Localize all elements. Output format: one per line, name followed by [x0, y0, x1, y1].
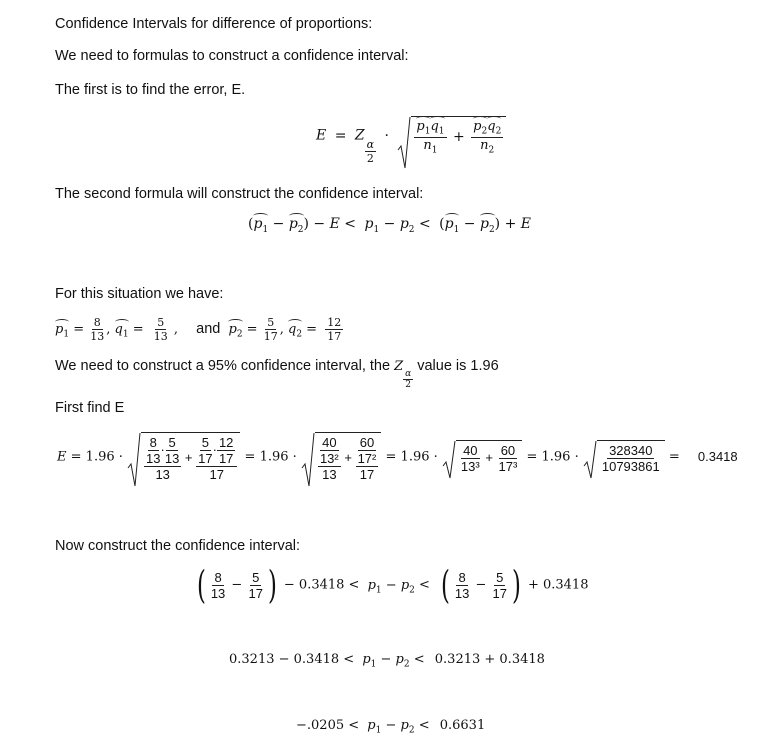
ci2-left: 0.3213 − 0.3418 < — [229, 652, 355, 667]
calc-z-value: 1.96 — [85, 449, 115, 465]
ci1-plus-e: + 0.3418 — [527, 577, 589, 593]
formula-z-symbol: Z — [354, 127, 365, 144]
q2-denominator: 17 — [327, 330, 342, 343]
q2-numerator: 12 — [327, 316, 342, 329]
calc-result: 0.3418 — [697, 448, 738, 464]
p2-denominator: 17 — [263, 330, 278, 343]
ci-formula-left: $(p_1 - p_2) - E$ < — [248, 216, 357, 235]
ci-row-1: ( $\frac{8}{13}$ − $\frac{5}{17}$ ) − $0.3418 < p_1 - p_2$ < ( $\frac{8}{13}$ − $\frac{5}{17}$ ) + 0.3418 — [196, 563, 589, 607]
z-value-text-end: value is 1.96 — [417, 358, 499, 374]
s2-n1: 40 — [322, 435, 337, 450]
intro-text: We need to formulas to construct a confidence interval: — [55, 48, 409, 64]
ci1-f1-num: 8 — [214, 569, 222, 585]
ci-formula: $(p_1 - p_2) - E < p_1 - p_2 < (p_1 - p_2) + E$ — [248, 216, 531, 235]
t2b-den: 17 — [218, 451, 234, 466]
error-intro-text: The first is to find the error, E. — [55, 82, 246, 98]
construct-ci-text: Now construct the confidence interval: — [55, 538, 301, 554]
s4-den: 10793861 — [601, 459, 660, 474]
p1-numerator: 8 — [93, 316, 101, 329]
s2-dd1: 13 — [322, 467, 337, 482]
calc-radical-4 — [583, 440, 665, 474]
p2-numerator: 5 — [267, 316, 275, 329]
z-value-text: We need to construct a 95% confidence interval, the Z $\frac{\alpha}{2}$ value is 1.96 — [55, 358, 499, 390]
calc-radical-3: $\frac{40}{\text{13³}}$ + $\frac{60}{\text{17³}}$ — [442, 440, 522, 474]
error-calculation: E = 1.96 · $\frac{8}{13}$ · $\frac{5}{13}$ 13 + $\frac{5}{17}$ · $\frac{12}{17}$ 17 = 1.96 · $\frac{\frac{40}{\text{13²}}}{13}$ + $\frac{\frac{60}{\text{17²}}}{17}$ = 1.96 · $\frac{40}{\text{13³}}$ + $\frac{60}{\text{17³}}$ = 1.96 · $\frac{328340}{10793861}$ = 0.3418 — [57, 432, 738, 482]
n2-symbol: n — [480, 137, 489, 153]
calc-radical-2: $\frac{\frac{40}{\text{13²}}}{13}$ + $\frac{\frac{60}{\text{17²}}}{17}$ — [301, 432, 381, 482]
ci1-minus-e: − 0.3418 < — [283, 577, 360, 593]
q1-denominator: 13 — [153, 330, 168, 343]
formula-e-symbol: E — [316, 127, 327, 144]
calc-z-value-2: 1.96 — [259, 449, 289, 465]
s2-d1: 13² — [319, 451, 339, 466]
alpha-symbol: α — [366, 137, 375, 151]
ci3-right: 0.6631 — [439, 718, 486, 733]
doc-title: Confidence Intervals for difference of proportions: — [55, 16, 373, 32]
s2-d2: 17² — [357, 451, 377, 466]
q1-numerator: 5 — [157, 316, 165, 329]
ci1-f2-num: 5 — [252, 569, 260, 585]
situation-text: For this situation we have: — [55, 286, 224, 302]
formula-plus: + — [452, 129, 465, 146]
ci-row-3: $-.0205 < p_1 - p_2 < 0.6631$ — [296, 718, 486, 736]
t1b-den: 13 — [164, 451, 180, 466]
t2-den: 17 — [209, 467, 225, 482]
ci2-right: 0.3213 + 0.3418 — [434, 652, 545, 667]
given-values: $p_1$ = $\frac{8}{13}$ , $q_1$ = $\frac{5}{13}$ , and $p_2$ = $\frac{5}{17}$ , $q_2$ = $\frac{12}{17}$ — [55, 316, 342, 343]
s3-d1: 13³ — [460, 459, 480, 474]
ci1-f1-den: 13 — [210, 585, 226, 601]
s3-d2: 17³ — [498, 459, 518, 474]
s2-n2: 60 — [359, 435, 375, 450]
t1a-den: 13 — [146, 451, 161, 466]
s3-n1: 40 — [463, 443, 478, 458]
t2a-num: 5 — [201, 435, 209, 450]
n1-symbol: n — [423, 137, 432, 153]
t1a-num: 8 — [149, 435, 157, 450]
calc-radical-1: $\frac{8}{13}$ · $\frac{5}{13}$ 13 + $\frac{5}{17}$ · $\frac{12}{17}$ 17 — [127, 432, 240, 482]
p1-denominator: 13 — [90, 330, 105, 343]
and-text: and — [196, 321, 221, 337]
two-denominator: 2 — [366, 151, 374, 165]
s4-num: 328340 — [609, 443, 653, 458]
alpha-over-two — [365, 138, 376, 165]
n1-subscript: 1 — [431, 145, 438, 156]
ci-intro-text: The second formula will construct the confidence interval: — [55, 186, 424, 202]
s3-n2: 60 — [500, 443, 516, 458]
t1-den: 13 — [155, 467, 170, 482]
error-radical: $\frac{p_1q_1}{n_1}$ + $\frac{p_2q_2}{n_2}$ — [397, 116, 506, 155]
ci-row-2: $0.3213 - 0.3418 < p_1 - p_2 < 0.3213 + 0.3418$ — [229, 652, 545, 670]
first-find-e-text: First find E — [55, 400, 125, 416]
n2-subscript: 2 — [488, 145, 495, 156]
calc-e-symbol: E — [57, 449, 67, 465]
error-formula: E = Z $\frac{\alpha}{2}$ · $\frac{p_1q_1}{n_1}$ + $\frac{p_2q_2}{n_2}$ — [316, 116, 506, 165]
z-value-text-start: We need to construct a 95% confidence interval, the — [55, 358, 391, 374]
ci1-f2-den: 17 — [248, 585, 263, 601]
t1b-num: 5 — [168, 435, 176, 450]
t2a-den: 17 — [198, 451, 213, 466]
formula-equals: = — [334, 127, 347, 144]
t2b-num: 12 — [218, 435, 234, 450]
s2-dd2: 17 — [359, 467, 375, 482]
ci3-left: −.0205 < — [296, 718, 360, 733]
ci-formula-right: $(p_1 - p_2) + E$ — [439, 216, 531, 235]
